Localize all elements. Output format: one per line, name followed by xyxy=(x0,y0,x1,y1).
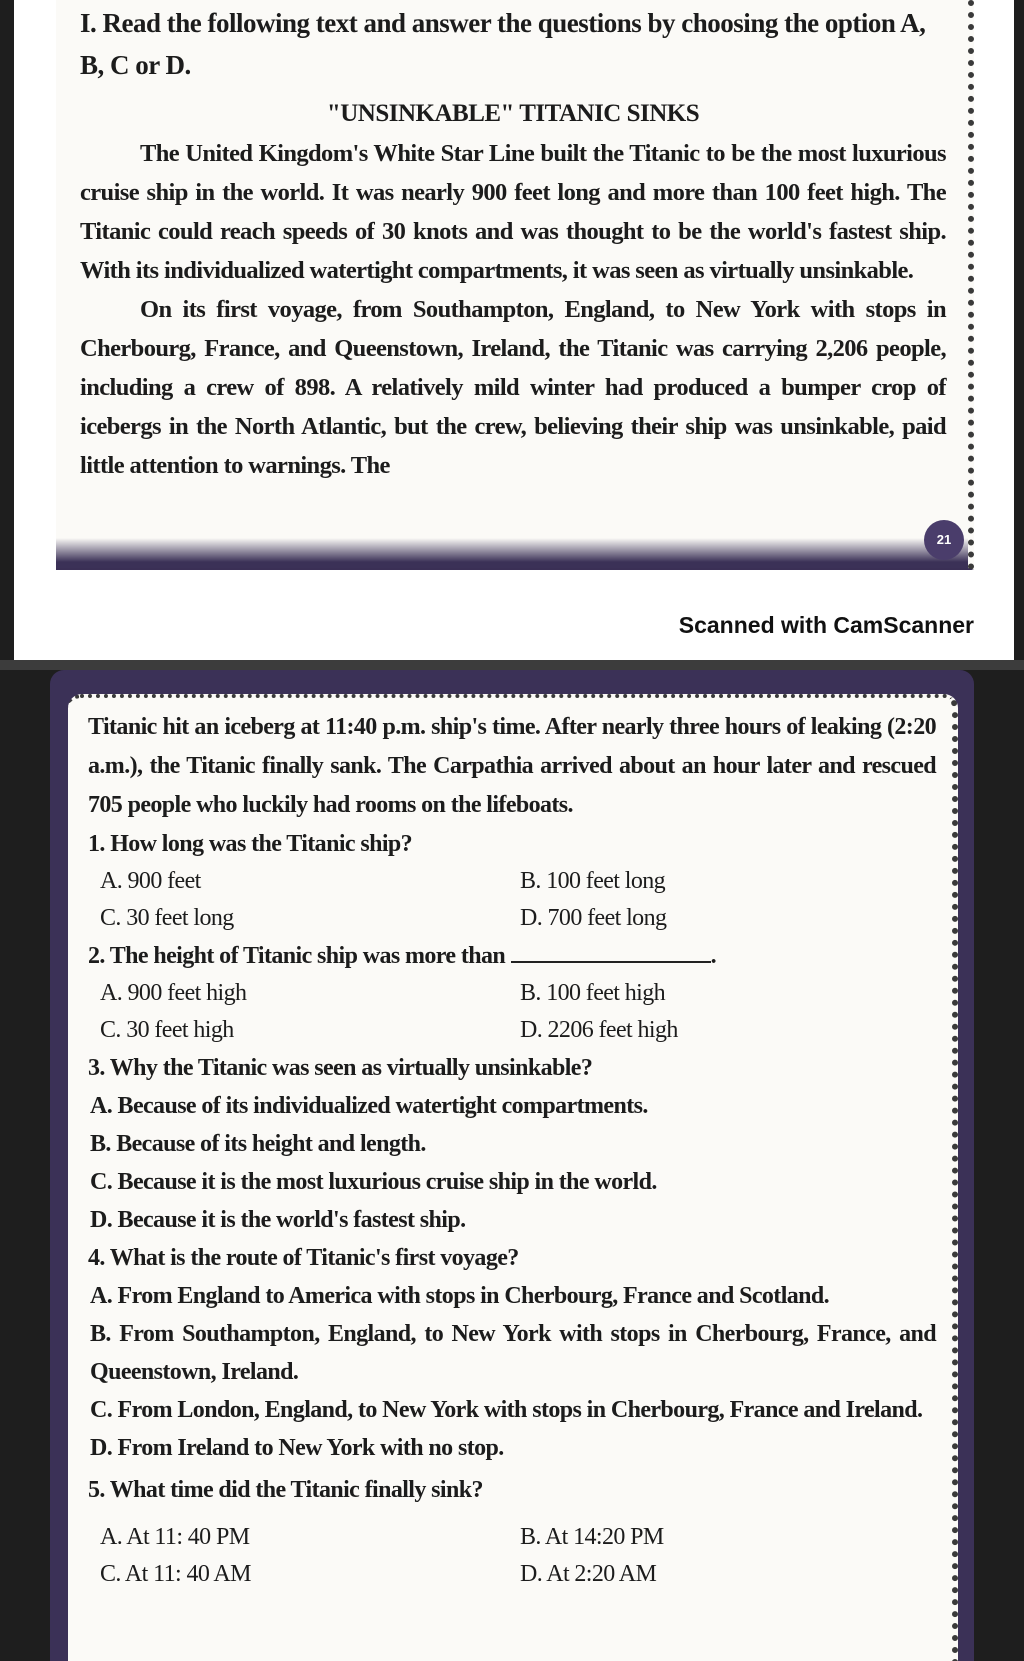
q5-option-d: D. At 2:20 AM xyxy=(520,1561,657,1587)
exercise-instruction: I. Read the following text and answer the questions by choosing the option A, B, C or D. xyxy=(80,8,926,80)
page-number-badge: 21 xyxy=(924,520,964,560)
passage-title: "UNSINKABLE" TITANIC SINKS xyxy=(326,100,700,127)
passage-paragraph-1: The United Kingdom's White Star Line built the Titanic to be the most luxurious cruise ship in the world. It was nearly 900 feet long and more than 100 feet high. The Titanic could reach speeds of 30 knots and was thought to be the world's fastest ship. With its individualized watertight compartments, it was seen as virtually unsinkable. xyxy=(80,140,946,284)
passage-paragraph-2: On its first voyage, from Southampton, England, to New York with stops in Cherbourg, France, and Queenstown, Ireland, the Titanic was carrying 2,206 people, including a crew of 898. A relatively mild winter had produced a bumper crop of icebergs in the North Atlantic, but the crew, believing their ship was unsinkable, paid little attention to warnings. The xyxy=(80,296,946,479)
q4-option-b: B. From Southampton, England, to New York with stops in Cherbourg, France, and Queenstown, Ireland. xyxy=(90,1321,936,1385)
scanned-page-bottom xyxy=(50,670,974,1661)
scanned-page-top xyxy=(14,0,1014,660)
question-5: 5. What time did the Titanic finally sink? xyxy=(88,1477,483,1503)
question-2-options xyxy=(100,975,936,1049)
q3-option-a: A. Because of its individualized watertight compartments. xyxy=(90,1093,648,1119)
q1-option-c: C. 30 feet long xyxy=(100,905,234,931)
passage-continuation: Titanic hit an iceberg at 11:40 p.m. ship's time. After nearly three hours of leaking (2:20 a.m.), the Titanic finally sank. The Carpathia arrived about an hour later and rescued 705 people who luckily had rooms on the lifeboats. xyxy=(88,714,936,818)
question-2-trailing: . xyxy=(710,943,716,969)
worksheet-page-1 xyxy=(56,0,974,570)
q5-option-b: B. At 14:20 PM xyxy=(520,1524,664,1550)
q2-option-a: A. 900 feet high xyxy=(100,980,247,1006)
question-3: 3. Why the Titanic was seen as virtually unsinkable? xyxy=(88,1055,593,1081)
q5-option-a: A. At 11: 40 PM xyxy=(100,1524,250,1550)
question-4: 4. What is the route of Titanic's first voyage? xyxy=(88,1245,519,1271)
q4-option-d: D. From Ireland to New York with no stop. xyxy=(90,1435,504,1461)
question-1: 1. How long was the Titanic ship? xyxy=(88,831,413,857)
q1-option-a: A. 900 feet xyxy=(100,868,201,894)
q1-option-b: B. 100 feet long xyxy=(520,868,666,894)
question-1-options xyxy=(100,863,936,937)
q2-option-b: B. 100 feet high xyxy=(520,980,666,1006)
q2-option-c: C. 30 feet high xyxy=(100,1017,234,1043)
q4-option-a: A. From England to America with stops in Cherbourg, France and Scotland. xyxy=(90,1283,830,1309)
q5-option-c: C. At 11: 40 AM xyxy=(100,1561,251,1587)
question-2 xyxy=(88,937,936,975)
q3-option-c: C. Because it is the most luxurious cruise ship in the world. xyxy=(90,1169,657,1195)
q3-option-d: D. Because it is the world's fastest ship. xyxy=(90,1207,466,1233)
scanner-watermark: Scanned with CamScanner xyxy=(678,612,974,638)
question-5-options xyxy=(100,1519,936,1593)
worksheet-page-2 xyxy=(68,694,958,1661)
q2-option-d: D. 2206 feet high xyxy=(520,1017,678,1043)
question-2-text: 2. The height of Titanic ship was more than xyxy=(88,943,506,969)
page-separator xyxy=(0,660,1024,670)
q1-option-d: D. 700 feet long xyxy=(520,905,667,931)
q4-option-c: C. From London, England, to New York with stops in Cherbourg, France and Ireland. xyxy=(90,1397,923,1423)
page-edge-shadow xyxy=(56,538,974,570)
q3-option-b: B. Because of its height and length. xyxy=(90,1131,426,1157)
answer-blank xyxy=(511,939,711,963)
